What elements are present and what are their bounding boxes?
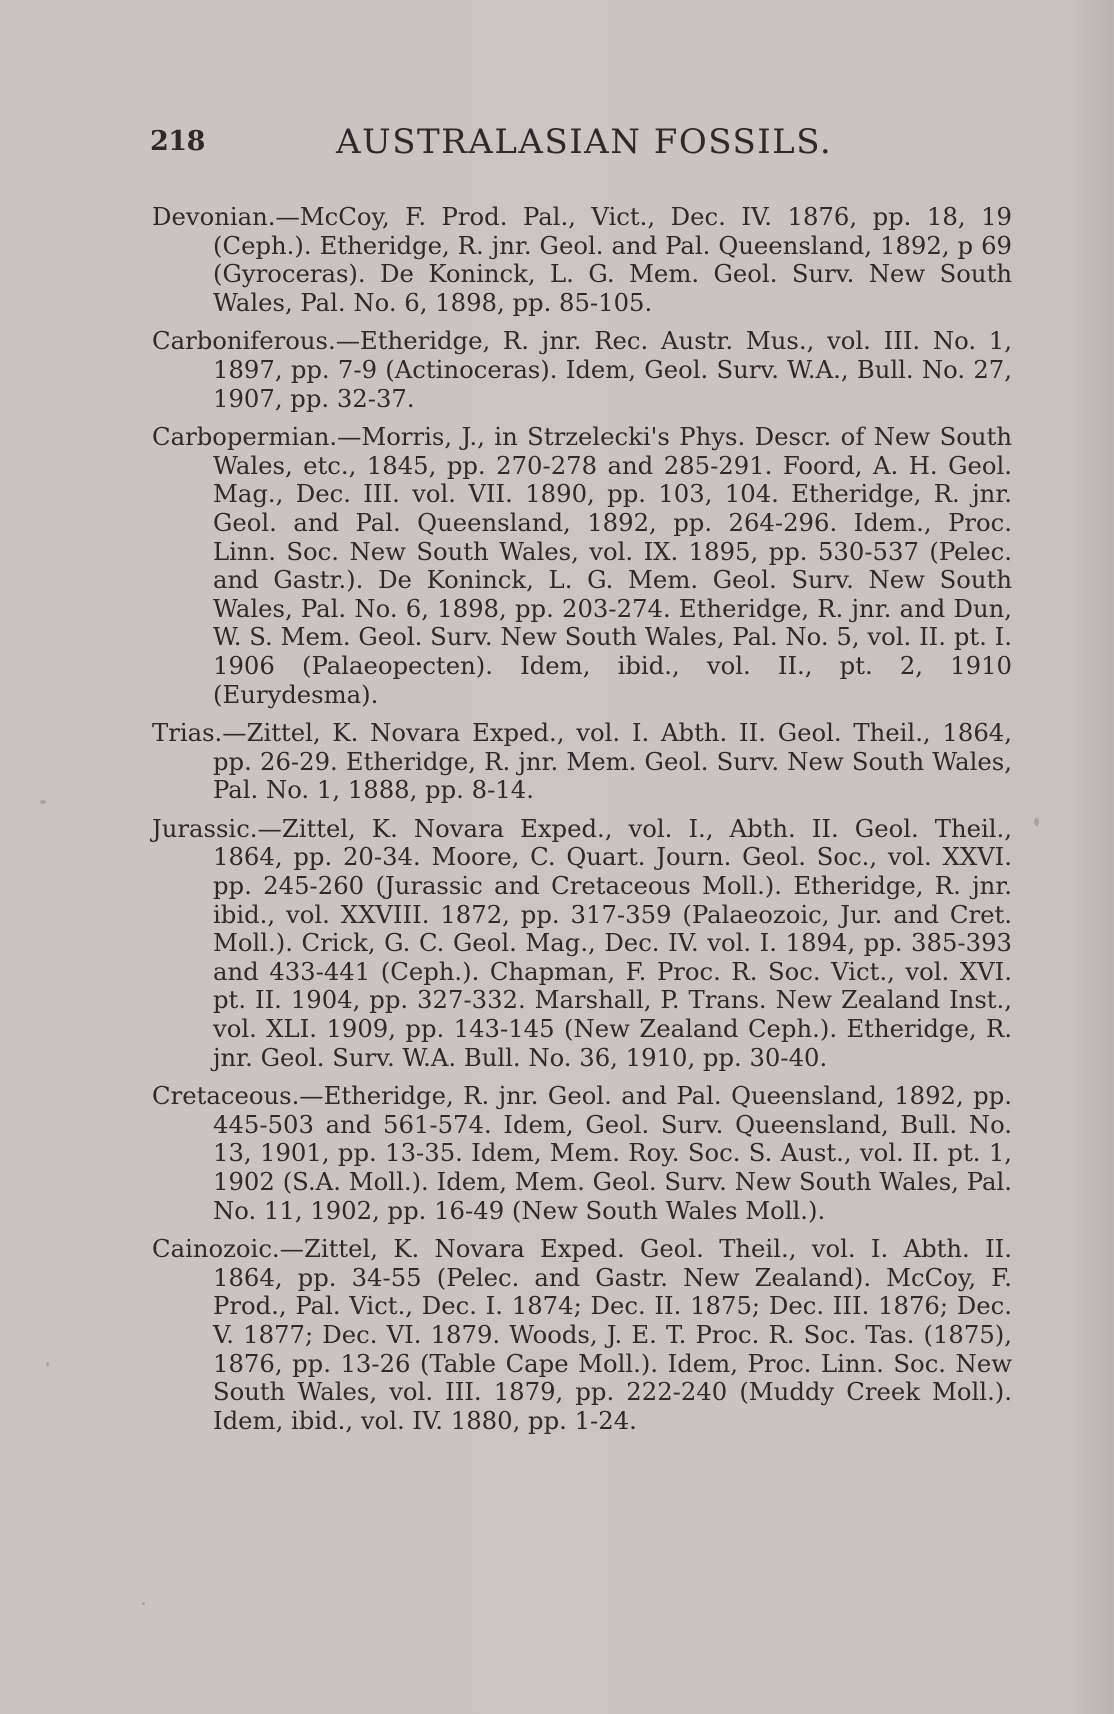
paper-speck (40, 800, 46, 804)
bibliography-entry-carboniferous (152, 327, 1012, 413)
bibliography-entry-devonian (152, 203, 1012, 317)
page-header (150, 122, 1010, 166)
entry-references: —Zittel, K. Novara Exped., vol. I. Abth. II. Geol. Theil., 1864, pp. 26-29. Etheridge, R. jnr. Mem. Geol. Surv. New South Wales, Pal. No. 1, 1888, pp. 8-14. (213, 718, 1012, 805)
bibliography-entry-carbopermian (152, 423, 1012, 709)
entry-references: —Etheridge, R. jnr. Geol. and Pal. Queensland, 1892, pp. 445-503 and 561-574. Idem, Geol. Surv. Queensland, Bull. No. 13, 1901, pp. 13-35. Idem, Mem. Roy. Soc. S. Aust., vol. II. pt. 1, 1902 (S.A. Moll.). Idem, Mem. Geol. Surv. New South Wales, Pal. No. 11, 1902, pp. 16-49 (New South Wales Moll.). (213, 1081, 1012, 1225)
period-heading: Carboniferous. (152, 326, 336, 356)
period-heading: Cretaceous. (152, 1081, 300, 1111)
entry-references: —Morris, J., in Strzelecki's Phys. Descr. of New South Wales, etc., 1845, pp. 270-278 and 285-291. Foord, A. H. Geol. Mag., Dec. III. vol. VII. 1890, pp. 103, 104. Etheridge, R. jnr. Geol. and Pal. Queensland, 1892, pp. 264-296. Idem., Proc. Linn. Soc. New South Wales, vol. IX. 1895, pp. 530-537 (Pelec. and Gastr.). De Koninck, L. G. Mem. Geol. Surv. New South Wales, Pal. No. 6, 1898, pp. 203-274. Etheridge, R. jnr. and Dun, W. S. Mem. Geol. Surv. New South Wales, Pal. No. 5, vol. II. pt. I. 1906 (Palaeopecten). Idem, ibid., vol. II., pt. 2, 1910 (Eurydesma). (213, 422, 1012, 709)
bibliography-entry-jurassic (152, 815, 1012, 1072)
bibliography-entry-trias (152, 719, 1012, 805)
period-heading: Carbopermian. (152, 422, 338, 452)
bibliography-entry-cainozoic (152, 1235, 1012, 1435)
entry-references: —Zittel, K. Novara Exped. Geol. Theil., vol. I. Abth. II. 1864, pp. 34-55 (Pelec. and Gastr. New Zealand). McCoy, F. Prod., Pal. Vict., Dec. I. 1874; Dec. II. 1875; Dec. III. 1876; Dec. V. 1877; Dec. VI. 1879. Woods, J. E. T. Proc. R. Soc. Tas. (1875), 1876, pp. 13-26 (Table Cape Moll.). Idem, Proc. Linn. Soc. New South Wales, vol. III. 1879, pp. 222-240 (Muddy Creek Moll.). Idem, ibid., vol. IV. 1880, pp. 1-24. (213, 1234, 1012, 1435)
page-number: 218 (150, 126, 205, 157)
running-title: AUSTRALASIAN FOSSILS. (336, 122, 833, 162)
period-heading: Jurassic. (152, 813, 258, 843)
entry-references: —McCoy, F. Prod. Pal., Vict., Dec. IV. 1876, pp. 18, 19 (Ceph.). Etheridge, R. jnr. Geol. and Pal. Queensland, 1892, p 69 (Gyroceras). De Koninck, L. G. Mem. Geol. Surv. New South Wales, Pal. No. 6, 1898, pp. 85-105. (213, 202, 1012, 317)
bibliography-list (152, 203, 1012, 1445)
bibliography-entry-cretaceous (152, 1082, 1012, 1225)
period-heading: Cainozoic. (152, 1234, 280, 1264)
paper-speck (1034, 818, 1039, 826)
entry-references: —Zittel, K. Novara Exped., vol. I., Abth. II. Geol. Theil., 1864, pp. 20-34. Moore, C. Quart. Journ. Geol. Soc., vol. XXVI. pp. 245-260 (Jurassic and Cretaceous Moll.). Etheridge, R. jnr. ibid., vol. XXVIII. 1872, pp. 317-359 (Palaeozoic, Jur. and Cret. Moll.). Crick, G. C. Geol. Mag., Dec. IV. vol. I. 1894, pp. 385-393 and 433-441 (Ceph.). Chapman, F. Proc. R. Soc. Vict., vol. XVI. pt. II. 1904, pp. 327-332. Marshall, P. Trans. New Zealand Inst., vol. XLI. 1909, pp. 143-145 (New Zealand Ceph.). Etheridge, R. jnr. Geol. Surv. W.A. Bull. No. 36, 1910, pp. 30-40. (213, 813, 1012, 1072)
entry-references: —Etheridge, R. jnr. Rec. Austr. Mus., vol. III. No. 1, 1897, pp. 7-9 (Actinoceras). Idem, Geol. Surv. W.A., Bull. No. 27, 1907, pp. 32-37. (213, 326, 1012, 413)
paper-speck (46, 1362, 49, 1367)
period-heading: Trias. (152, 718, 223, 748)
paper-speck (142, 1602, 145, 1605)
period-heading: Devonian. (152, 202, 276, 231)
